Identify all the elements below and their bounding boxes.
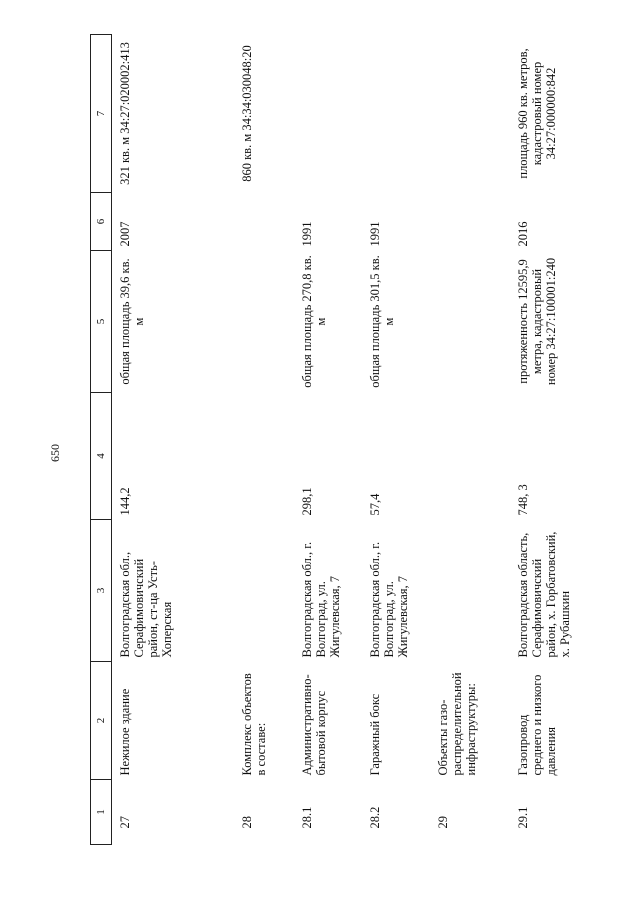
table-row — [430, 35, 510, 845]
object-year — [430, 193, 510, 251]
object-name: Объекты газо-распределительной инфраструктуры: — [436, 672, 478, 776]
row-number: 28 — [240, 816, 254, 829]
object-characteristics — [430, 251, 510, 393]
land-plot-info — [294, 35, 362, 193]
object-characteristics: протяженность 12595,9 метра, кадастровый номер 34:27:100001:240 — [516, 257, 558, 386]
object-value: 144,2 — [118, 487, 132, 516]
table-row — [294, 35, 362, 845]
object-year: 2007 — [118, 221, 132, 247]
object-name: Газопровод среднего и низкого давления — [516, 674, 558, 776]
object-value: 748, 3 — [516, 484, 530, 516]
object-year: 1991 — [368, 221, 382, 247]
column-header: 7 — [91, 35, 112, 193]
column-header: 2 — [91, 662, 112, 780]
column-header: 3 — [91, 520, 112, 662]
row-number: 29.1 — [516, 806, 530, 829]
object-name: Нежилое здание — [118, 688, 132, 776]
object-address: Волгоградская область, Серафимовичский район, х. Горбатовский, х. Рубашкин — [516, 531, 572, 658]
column-header: 5 — [91, 251, 112, 393]
row-number: 28.2 — [368, 806, 382, 829]
object-address — [430, 520, 510, 662]
land-plot-info: 860 кв. м 34:34:030048:20 — [240, 45, 254, 182]
object-value: 57,4 — [368, 493, 382, 516]
land-plot-info — [430, 35, 510, 193]
rotated-table-container — [90, 35, 572, 845]
land-plot-info: площадь 960 кв. метров, кадастровый номер 34:27:000000:842 — [516, 48, 558, 179]
object-address — [234, 520, 294, 662]
table-row — [112, 35, 235, 845]
row-number: 29 — [436, 816, 450, 829]
column-header: 4 — [91, 393, 112, 520]
object-year — [234, 193, 294, 251]
object-characteristics — [234, 251, 294, 393]
object-value: 298,1 — [300, 487, 314, 516]
object-characteristics: общая площадь 270,8 кв. м — [300, 255, 328, 388]
page-number: 650 — [48, 444, 62, 462]
object-characteristics: общая площадь 301,5 кв. м — [368, 255, 396, 388]
property-table — [90, 34, 606, 845]
object-name: Административно-бытовой корпус — [300, 674, 328, 776]
row-number: 27 — [118, 816, 132, 829]
object-characteristics: общая площадь 39,6 кв. м — [118, 258, 146, 385]
object-year: 1991 — [300, 221, 314, 247]
object-name: Гаражный бокс — [368, 693, 382, 776]
object-year: 2016 — [516, 221, 530, 247]
row-number: 28.1 — [300, 806, 314, 829]
object-address: Волгоградская обл., г. Волгоград, ул. Жигулевская, 7 — [300, 541, 342, 658]
object-name: Комплекс объектов в составе: — [240, 673, 268, 776]
table-row — [362, 35, 430, 845]
object-value — [430, 393, 510, 520]
object-address: Волгоградская обл., Серафимовичский район, ст-ца Усть-Хоперская — [118, 551, 174, 658]
column-header: 6 — [91, 193, 112, 251]
land-plot-info — [362, 35, 430, 193]
table-row — [234, 35, 294, 845]
object-value — [234, 393, 294, 520]
header-row — [91, 35, 112, 845]
object-address: Волгоградская обл., г. Волгоград, ул. Жигулевская, 7 — [368, 541, 410, 658]
land-plot-info: 321 кв. м 34:27:020002:413 — [118, 42, 132, 185]
column-header: 1 — [91, 780, 112, 845]
table-row — [510, 35, 606, 845]
